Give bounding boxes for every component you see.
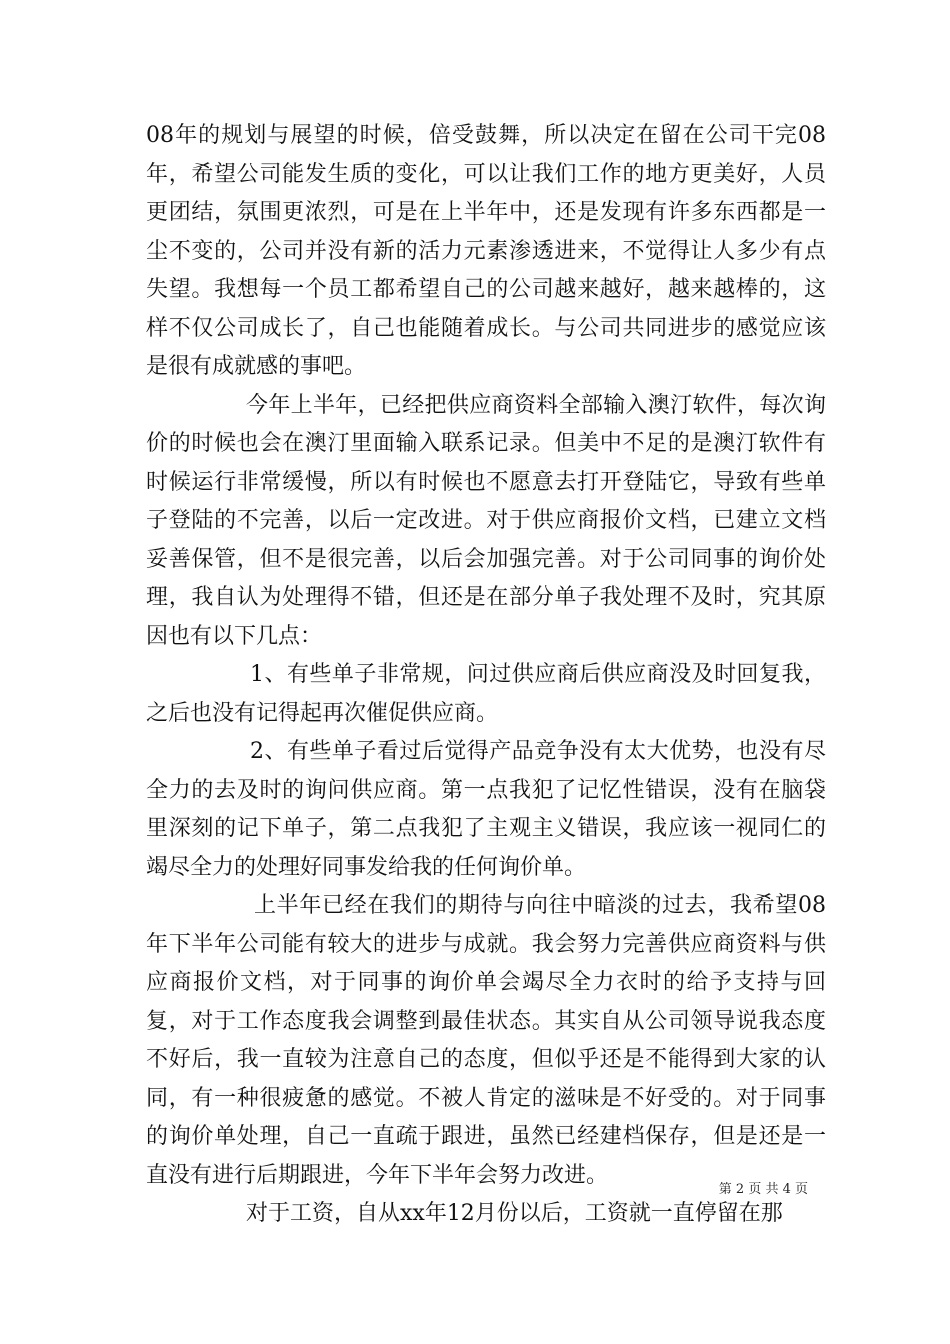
paragraph-6: 对于工资，自从xx年12月份以后，工资就一直停留在那 <box>246 1201 783 1226</box>
paragraph-3: 1、有些单子非常规，问过供应商后供应商没及时回复我，之后也没有记得起再次催促供应商。 <box>146 662 826 726</box>
paragraph-1: 08年的规划与展望的时候，倍受鼓舞，所以决定在留在公司干完08年，希望公司能发生质的变化，可以让我们工作的地方更美好，人员更团结，氛围更浓烈，可是在上半年中，还是发现有许多东西都是一尘不变的，公司并没有新的活力元素渗透进来，不觉得让人多少有点失望。我想每一个员工都希望自己的公司越来越好，越来越棒的，这样不仅公司成长了，自己也能随着成长。与公司共同进步的感觉应该是很有成就感的事吧。 <box>146 123 826 379</box>
paragraph-5: 上半年已经在我们的期待与向往中暗淡的过去，我希望08年下半年公司能有较大的进步与成就。我会努力完善供应商资料与供应商报价文档，对于同事的询价单会竭尽全力衣时的给予支持与回复，对于工作态度我会调整到最佳状态。其实自从公司领导说我态度不好后，我一直较为注意自己的态度，但似乎还是不能得到大家的认同，有一种很疲惫的感觉。不被人肯定的滋味是不好受的。对于同事的询价单处理，自己一直疏于跟进，虽然已经建档保存，但是还是一直没有进行后期跟进，今年下半年会努力改进。 <box>146 893 826 1188</box>
paragraph-2: 今年上半年，已经把供应商资料全部输入澳汀软件，每次询价的时候也会在澳汀里面输入联系记录。但美中不足的是澳汀软件有时候运行非常缓慢，所以有时候也不愿意去打开登陆它，导致有些单子登陆的不完善，以后一定改进。对于供应商报价文档，已建立文档妥善保管，但不是很完善，以后会加强完善。对于公司同事的询价处理，我自认为处理得不错，但还是在部分单子我处理不及时，究其原因也有以下几点： <box>146 392 826 649</box>
body-text <box>146 117 826 1234</box>
page-number: 第 2 页 共 4 页 <box>718 1182 808 1197</box>
paragraph-4: 2、有些单子看过后觉得产品竞争没有太大优势，也没有尽全力的去及时的询问供应商。第一点我犯了记忆性错误，没有在脑袋里深刻的记下单子，第二点我犯了主观主义错误，我应该一视同仁的竭尽全力的处理好同事发给我的任何询价单。 <box>146 739 826 880</box>
